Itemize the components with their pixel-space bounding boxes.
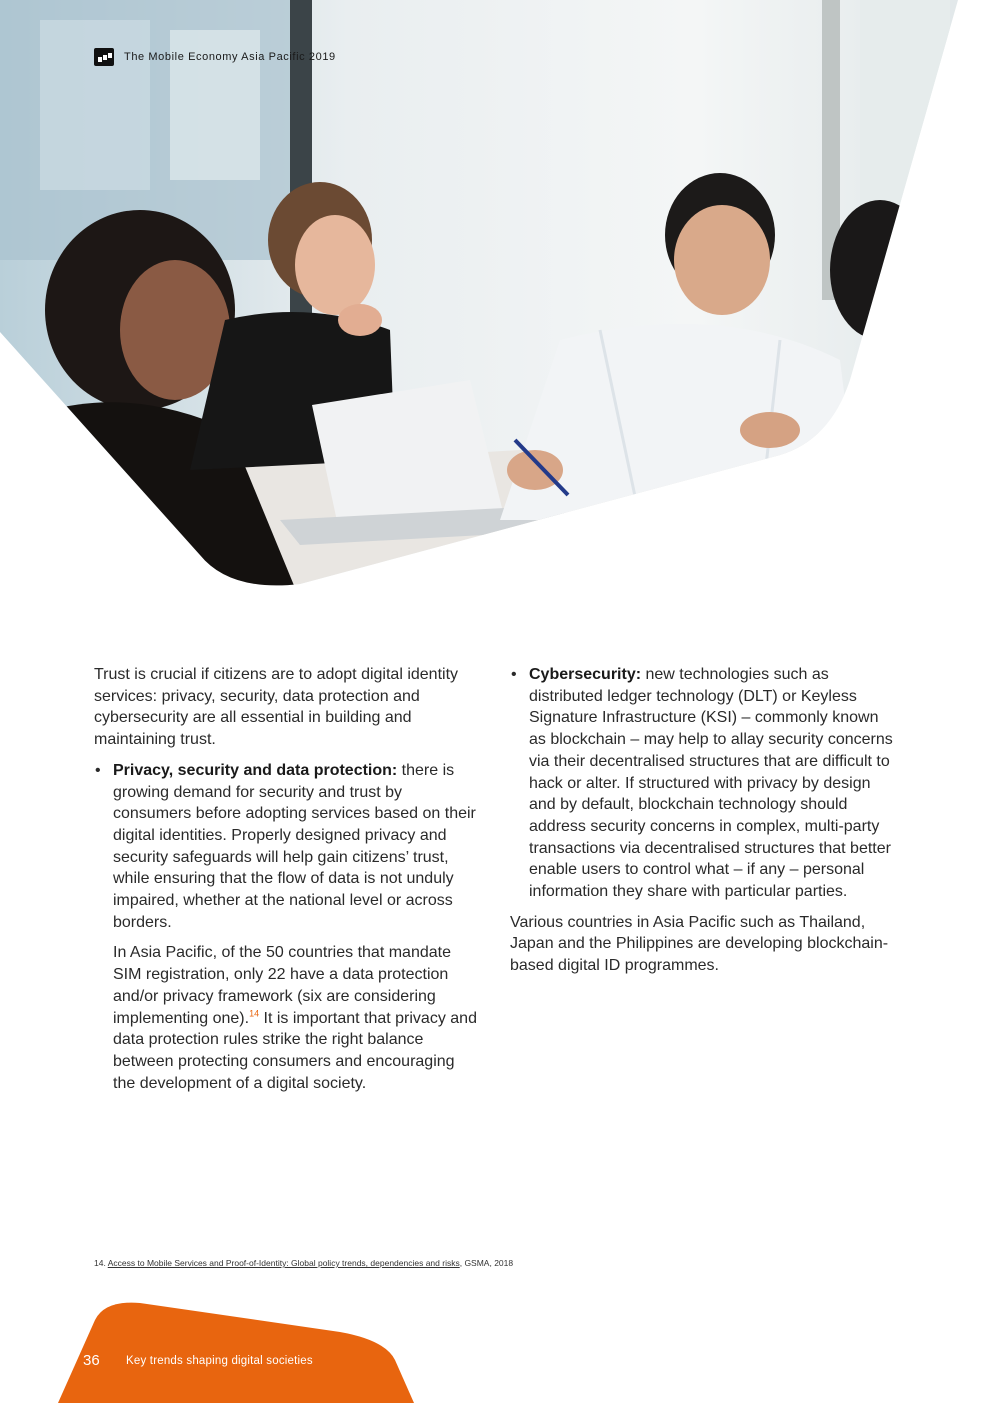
asia-pacific-text-end: It is important that privacy and data protection rules strike the right balance between protecting consumers and encouraging the development of a digital society. [113,1009,477,1092]
document-header [94,47,336,67]
bullet-cybersecurity-title: Cybersecurity: [529,666,642,683]
bullet-privacy-text: there is growing demand for security and trust by consumers before adopting services based on their digital identities. Properly designed privacy and security safeguards will help gain citizens’ trust, while ensuring that the flow of data is not unduly impaired, whether at the national level or across borders. [113,761,476,931]
asia-pacific-text-start: In Asia Pacific, of the 50 countries that mandate SIM registration, only 22 have a data protection and/or privacy framework (six are considering implementing one). [113,944,451,1027]
footnote-reference[interactable]: 14 [249,1008,260,1019]
page-number: 36 [83,1352,100,1369]
footer-band [0,1300,420,1403]
footnote [94,1258,513,1268]
section-title: Key trends shaping digital societies [126,1355,313,1367]
bullet-privacy [94,760,479,934]
footnote-suffix: , GSMA, 2018 [459,1258,514,1268]
report-title: The Mobile Economy Asia Pacific 2019 [124,51,336,63]
hero-photo [0,0,992,600]
asia-pacific-paragraph [94,942,479,1094]
countries-paragraph: Various countries in Asia Pacific such as Thailand, Japan and the Philippines are developing blockchain-based digital ID programmes. [510,913,889,975]
intro-paragraph: Trust is crucial if citizens are to adopt digital identity services: privacy, security, data protection and cybersecurity are all essential in building and maintaining trust. [94,666,459,749]
bullet-cybersecurity-text: new technologies such as distributed ledger technology (DLT) or Keyless Signature Infrastructure (KSI) – commonly known as blockchain – may help to allay security concerns via their decentralised structures that are difficult to hack or alter. If structured with privacy by design and by default, blockchain technology should address security concerns in complex, multi-party transactions via decentralised structures that better enable users to control what – if any – personal information they share with particular parties. [529,666,893,901]
right-column [510,664,895,986]
bullet-privacy-title: Privacy, security and data protection: [113,761,398,779]
left-column [94,664,479,1103]
footnote-link[interactable]: Access to Mobile Services and Proof-of-Identity: Global policy trends, dependencies and risks [107,1258,460,1268]
bullet-cybersecurity [510,664,895,903]
gsma-logo-icon [94,48,114,66]
footnote-number: 14. [94,1258,106,1268]
